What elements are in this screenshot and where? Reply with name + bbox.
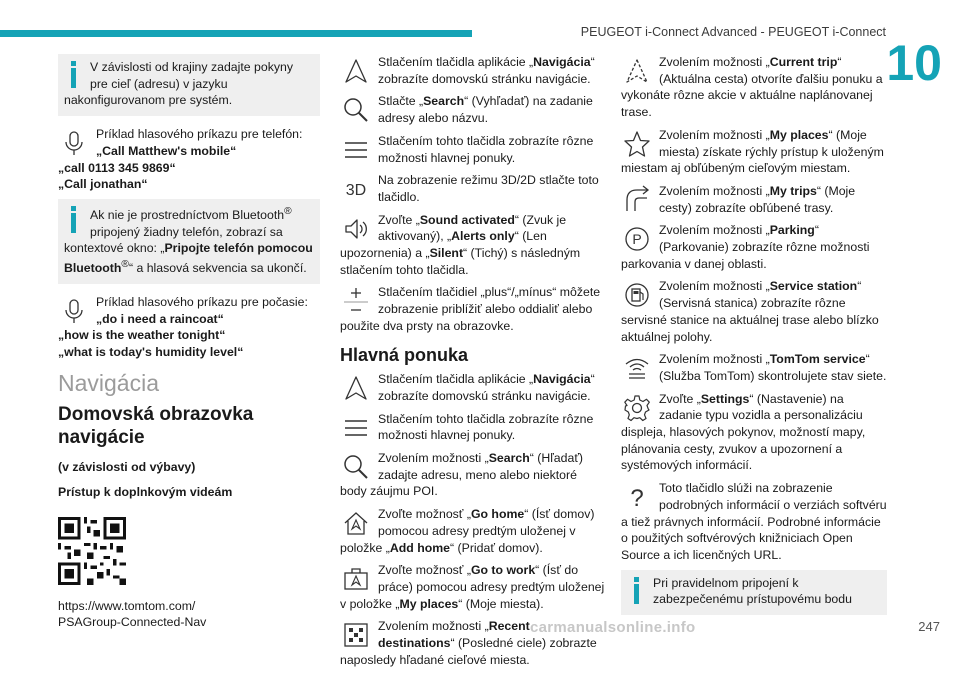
svg-text:3D: 3D: [345, 182, 367, 200]
entry-main-menu: Stlačením tohto tlačidla zobrazíte rôzne možnosti hlavnej ponuky.: [340, 133, 606, 166]
3d-icon: [340, 173, 372, 205]
recent-destinations-icon: [340, 619, 372, 651]
home-icon: [340, 507, 372, 539]
menu-entry-service-station: Zvolením možnosti „Service station“ (Servisná stanica) zobrazíte rôzne servisné stanice na aktuálnej trase alebo blízko aktuálnej polohy.: [621, 279, 879, 344]
menu-entry-navigation: Stlačením tlačidla aplikácie „Navigácia“ zobrazíte domovskú stránku navigácie.: [340, 371, 606, 404]
microphone-icon: [58, 295, 90, 327]
info-icon: [64, 204, 86, 234]
voice-example-phone: Príklad hlasového príkazu pre telefón: „Call Matthew's mobile“ „call 0113 345 9869“ „Call jonathan“: [58, 127, 303, 192]
video-access-label: Prístup k doplnkovým videám: [58, 485, 233, 500]
question-mark-icon: [621, 481, 653, 513]
fuel-station-icon: [621, 279, 653, 311]
briefcase-icon: [340, 563, 372, 595]
current-trip-icon: [621, 55, 653, 87]
navigation-arrow-icon: [340, 372, 372, 404]
menu-entry-main-menu: Stlačením tohto tlačidla zobrazíte rôzne možnosti hlavnej ponuky.: [340, 411, 606, 444]
page-number: 247: [918, 619, 940, 634]
search-icon: [340, 451, 372, 483]
entry-navigation-app: Stlačením tlačidla aplikácie „Navigácia“ zobrazíte domovskú stránku navigácie.: [340, 54, 606, 87]
column-middle: [340, 54, 606, 675]
svg-text:P: P: [632, 231, 642, 248]
zoom-plus-minus-icon: [340, 285, 372, 317]
chapter-number: 10: [886, 35, 942, 91]
menu-icon: [340, 134, 372, 166]
subsection-title-home: Domovská obrazovka navigácie: [58, 404, 254, 449]
watermark: carmanualsonline.info: [530, 619, 696, 636]
section-title-main-menu: Hlavná ponuka: [340, 344, 469, 365]
menu-entry-settings: Zvoľte „Settings“ (Nastavenie) na zadanie typu vozidla a personalizáciu displeja, hlasových pokynov, možností mapy, plánovania cesty, zvukov a upozornení a systémových informácií.: [621, 391, 866, 473]
menu-entry-parking: P Zvolením možnosti „Parking“ (Parkovanie) zobrazíte rôzne možnosti parkovania v danej oblasti.: [621, 223, 870, 271]
menu-entry-current-trip: Zvolením možnosti „Current trip“ (Aktuálna cesta) otvoríte ďalšiu ponuku a vykonáte rôzne akcie v aktuálne naplánovanej trase.: [621, 55, 883, 120]
running-header: PEUGEOT i-Connect Advanced - PEUGEOT i-Connect: [580, 25, 886, 39]
column-left: [58, 54, 320, 631]
menu-entry-recent-destinations: Zvolením možnosti „Recent destinations“ (Posledné ciele) zobrazte naposledy hľadané cieľové miesta.: [340, 619, 597, 667]
tomtom-service-icon: [621, 352, 653, 384]
menu-icon: [340, 412, 372, 444]
header-accent-bar: [0, 30, 472, 37]
voice-example-weather: Príklad hlasového príkazu pre počasie: „do i need a raincoat“ „how is the weather tonight“ „what is today's humidity level“: [58, 294, 308, 360]
info-icon: [627, 575, 649, 605]
menu-entry-my-trips: Zvolením možnosti „My trips“ (Moje cesty) zobrazíte obľúbené trasy.: [621, 183, 887, 216]
video-url-line-1: https://www.tomtom.com/: [58, 598, 196, 613]
menu-entry-go-to-work: Zvoľte možnosť „Go to work“ (Ísť do práce) pomocou adresy predtým uloženej v položke „My places“ (Moje miesta).: [340, 563, 605, 611]
speaker-icon: [340, 213, 372, 245]
menu-entry-my-places: Zvolením možnosti „My places“ (Moje miesta) získate rýchly prístup k uloženým miestam aj obľúbeným cieľovým miestam.: [621, 127, 884, 176]
entry-zoom: Stlačením tlačidiel „plus“/„mínus“ môžete zobrazenie priblížiť alebo oddialiť alebo použite dva prsty na obrazovke.: [340, 285, 601, 333]
info-icon: [64, 59, 86, 89]
menu-entry-go-home: Zvoľte možnosť „Go home“ (Ísť domov) pomocou adresy predtým uloženej v položke „Add home“ (Pridať domov).: [340, 507, 595, 555]
entry-search: Stlačte „Search“ (Vyhľadať) na zadanie adresy alebo názvu.: [340, 93, 606, 126]
search-icon: [340, 94, 372, 126]
section-title-navigation: Navigácia: [58, 369, 159, 396]
info-box-bluetooth: Ak nie je prostredníctvom Bluetooth® pripojený žiadny telefón, zobrazí sa kontextové okno: „Pripojte telefón pomocou Bluetooth®“ a hlasová sekvencia sa ukončí.: [58, 199, 320, 284]
menu-entry-tomtom-service: Zvolením možnosti „TomTom service“ (Služba TomTom) skontrolujete stav siete.: [621, 351, 887, 384]
qr-code: [58, 517, 126, 585]
equipment-note: (v závislosti od výbavy): [58, 460, 196, 475]
microphone-icon: [58, 127, 90, 159]
menu-entry-about: ? Toto tlačidlo slúži na zobrazenie podrobných informácií o verziách softvéru a tiež právnych informácií. Podrobné informácie o použitých softvérových knižniciach Open Source a ich licenčných URL.: [621, 481, 887, 562]
star-icon: [621, 128, 653, 160]
entry-3d-2d: 3D Na zobrazenie režimu 3D/2D stlačte toto tlačidlo.: [340, 172, 606, 205]
svg-text:?: ?: [630, 485, 644, 513]
gear-icon: [621, 392, 653, 424]
navigation-arrow-icon: [340, 55, 372, 87]
video-url-line-2: PSAGroup-Connected-Nav: [58, 615, 207, 630]
column-right: [621, 54, 887, 625]
info-text: V závislosti od krajiny zadajte pokyny pre cieľ (adresu) v jazyku nakonfigurovanom pre systém.: [64, 60, 293, 108]
entry-sound: Zvoľte „Sound activated“ (Zvuk je aktivovaný), „Alerts only“ (Len upozornenia) a „Silent“ (Tichý) s následným stlačením tohto tlačidla.: [340, 212, 581, 277]
menu-entry-search: Zvolením možnosti „Search“ (Hľadať) zadajte adresu, meno alebo niektoré body záujmu POI.: [340, 451, 584, 499]
route-icon: [621, 184, 653, 216]
parking-icon: [621, 223, 653, 255]
info-box-hotspot: Pri pravidelnom pripojení k zabezpečenému prístupovému bodu: [621, 570, 887, 615]
info-box-language: [58, 54, 320, 116]
